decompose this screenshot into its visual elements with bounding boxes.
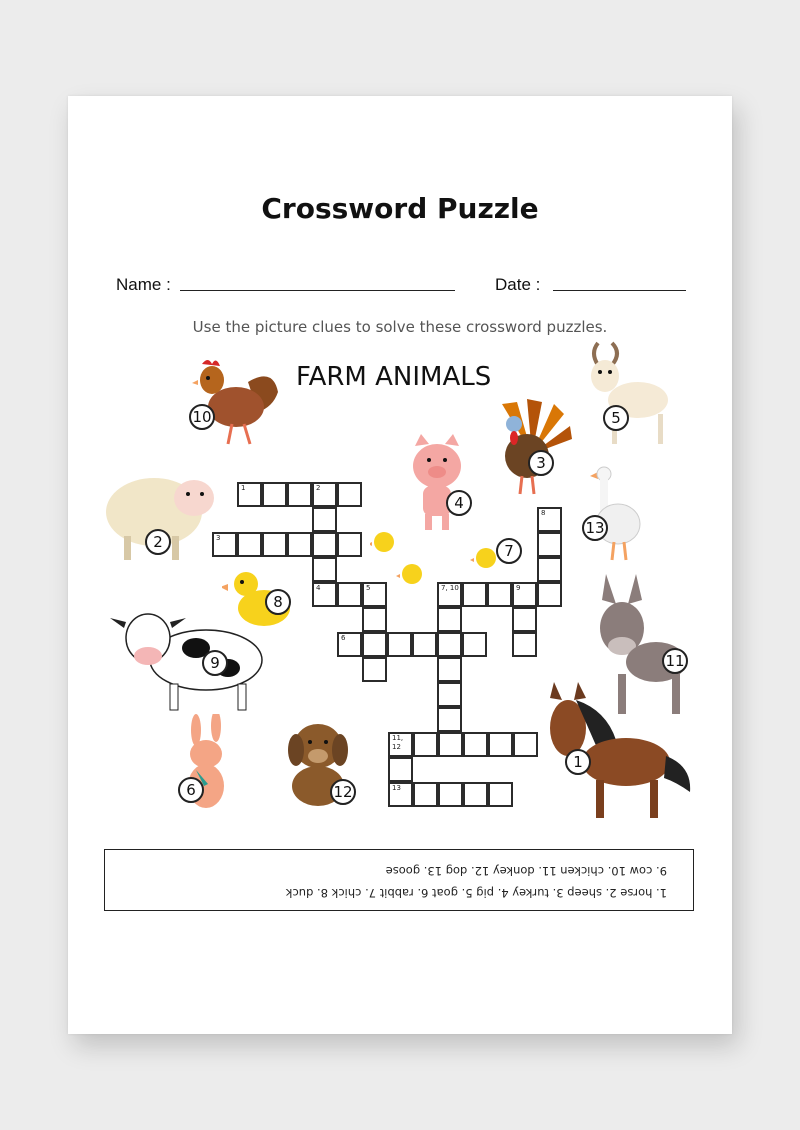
clue-badge-3: 3 [528,450,554,476]
name-label: Name : [116,275,171,294]
answer-key-rotated [105,850,693,910]
grid-cell[interactable] [437,657,462,682]
clue-badge-13: 13 [582,515,608,541]
goat-illustration [580,338,675,450]
name-field[interactable] [180,290,455,291]
grid-cell[interactable] [362,607,387,632]
clue-badge-9: 9 [202,650,228,676]
grid-cell[interactable] [488,782,513,807]
grid-cell[interactable] [537,532,562,557]
clue-badge-6: 6 [178,777,204,803]
grid-cell[interactable] [437,707,462,732]
grid-cell[interactable] [337,482,362,507]
clue-number: 8 [541,509,546,517]
answer-key-box [104,849,694,911]
grid-cell[interactable] [413,732,438,757]
grid-cell[interactable] [362,632,387,657]
clue-badge-12: 12 [330,779,356,805]
clue-number: 2 [316,484,321,492]
clue-number: 4 [316,584,321,592]
grid-cell[interactable] [312,507,337,532]
grid-cell[interactable] [463,732,488,757]
clue-number: 5 [366,584,371,592]
grid-cell[interactable] [337,532,362,557]
grid-cell[interactable] [388,782,413,807]
grid-cell[interactable] [537,507,562,532]
pig-illustration [405,428,480,533]
grid-cell[interactable] [312,482,337,507]
grid-cell[interactable] [262,482,287,507]
clue-badge-8: 8 [265,589,291,615]
grid-cell[interactable] [287,482,312,507]
horse-illustration [546,672,696,822]
grid-cell[interactable] [537,582,562,607]
answer-key-line-2: 9. cow 10. chicken 11. donkey 12. dog 13. goose [385,864,667,878]
grid-cell[interactable] [488,732,513,757]
grid-cell[interactable] [437,632,462,657]
clue-badge-5: 5 [603,405,629,431]
chicken-illustration [188,352,283,450]
clue-number: 11, 12 [392,734,404,751]
grid-cell[interactable] [413,782,438,807]
grid-cell[interactable] [462,632,487,657]
grid-cell[interactable] [312,582,337,607]
clue-number: 7, 10 [441,584,459,592]
grid-cell[interactable] [237,482,262,507]
grid-cell[interactable] [287,532,312,557]
grid-cell[interactable] [537,557,562,582]
grid-cell[interactable] [337,582,362,607]
puzzle-subtitle: FARM ANIMALS [296,362,492,392]
grid-cell[interactable] [512,607,537,632]
clue-number: 9 [516,584,521,592]
grid-cell[interactable] [312,557,337,582]
grid-cell[interactable] [463,782,488,807]
grid-cell[interactable] [512,582,537,607]
grid-cell[interactable] [512,632,537,657]
grid-cell[interactable] [388,732,413,757]
chick-illustration [370,528,500,594]
grid-cell[interactable] [312,532,337,557]
clue-badge-1: 1 [565,749,591,775]
clue-badge-2: 2 [145,529,171,555]
clue-badge-10: 10 [189,404,215,430]
grid-cell[interactable] [362,657,387,682]
clue-number: 13 [392,784,401,792]
page-title: Crossword Puzzle [261,192,539,225]
clue-number: 3 [216,534,221,542]
grid-cell[interactable] [387,632,412,657]
grid-cell[interactable] [412,632,437,657]
clue-badge-11: 11 [662,648,688,674]
cow-illustration [108,598,268,716]
clue-badge-4: 4 [446,490,472,516]
grid-cell[interactable] [438,782,463,807]
grid-cell[interactable] [237,532,262,557]
grid-cell[interactable] [437,682,462,707]
clue-number: 6 [341,634,346,642]
grid-cell[interactable] [438,732,463,757]
grid-cell[interactable] [388,757,413,782]
grid-cell[interactable] [262,532,287,557]
clue-badge-7: 7 [496,538,522,564]
clue-number: 1 [241,484,246,492]
date-field[interactable] [553,290,686,291]
grid-cell[interactable] [437,607,462,632]
grid-cell[interactable] [513,732,538,757]
grid-cell[interactable] [337,632,362,657]
goose-illustration [590,462,645,564]
instructions: Use the picture clues to solve these crossword puzzles. [192,318,608,336]
date-label: Date : [495,275,541,294]
turkey-illustration [482,394,577,496]
answer-key-line-1: 1. horse 2. sheep 3. turkey 4. pig 5. goat 6. rabbit 7. chick 8. duck [285,886,667,900]
